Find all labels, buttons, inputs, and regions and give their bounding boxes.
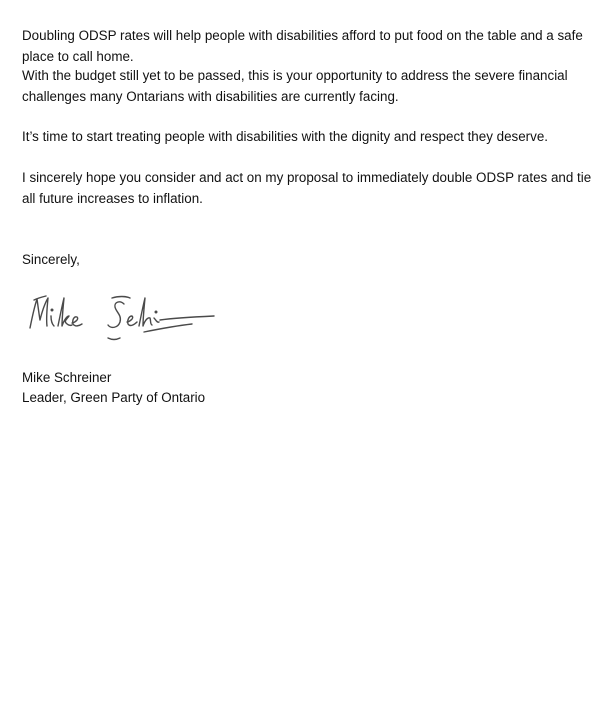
letter-paragraph-budget: With the budget still yet to be passed, this is your opportunity to address the severe financial challenges many Ontarians with disabilities are currently facing. [22, 68, 568, 104]
letter-paragraph-doubling-odsp: Doubling ODSP rates will help people with disabilities afford to put food on the table and a safe place to call home. [22, 28, 583, 64]
signer-name: Mike Schreiner [22, 370, 112, 385]
letter-paragraph-proposal: I sincerely hope you consider and act on my proposal to immediately double ODSP rates and tie all future increases to inflation. [22, 170, 592, 206]
handwritten-signature [24, 290, 224, 346]
letter-paragraph-dignity: It’s time to start treating people with disabilities with the dignity and respect they deserve. [22, 129, 548, 144]
letter-closing: Sincerely, [22, 252, 80, 267]
signer-title: Leader, Green Party of Ontario [22, 390, 206, 405]
